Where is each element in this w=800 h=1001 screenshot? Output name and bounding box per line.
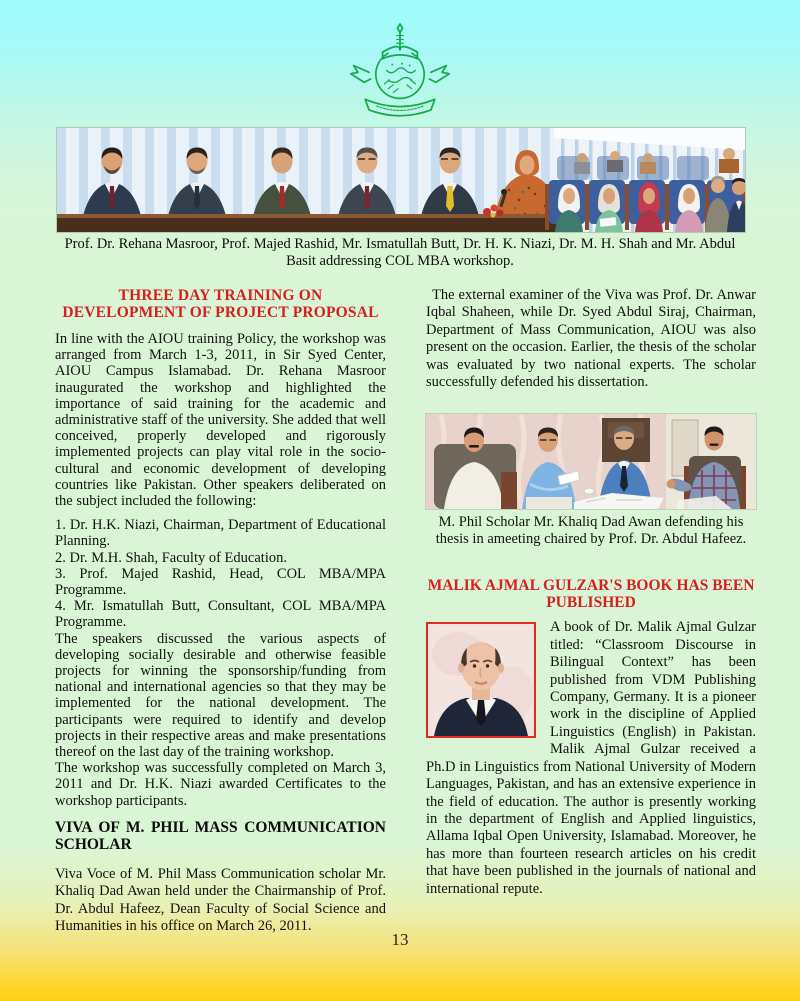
viva-heading: VIVA OF M. PHIL MASS COMMUNICATION SCHOLAR — [55, 818, 386, 854]
training-heading: THREE DAY TRAINING ON DEVELOPMENT OF PROJECT PROPOSAL — [62, 287, 379, 321]
left-column — [55, 287, 386, 936]
workshop-photo — [57, 128, 745, 232]
university-emblem-icon — [342, 22, 458, 123]
workshop-photo-illustration — [57, 128, 745, 232]
scholar-portrait — [426, 622, 536, 738]
book-paragraph: A book of Dr. Malik Ajmal Gulzar titled: “Classroom Discourse in Bilingual Context” has been published from VDM Publishing Company, Germany. It is a pioneer work in the discipline of Applied Linguistics (English) in Pakistan. Malik Ajmal Gulzar received a Ph.D in Linguistics from National University of Modern Languages, Pakistan, and has an extensive experience in the field of education. The author is presently working in the department of English and Applied linguistics, Allama Iqbal Open University, Islamabad. Moreover, he has more than fourteen research articles on his credit that have been published in the journals of national and international repute. — [426, 619, 756, 897]
right-column — [426, 287, 756, 898]
viva-paragraph: Viva Voce of M. Phil Mass Communication scholar Mr. Khaliq Dad Awan held under the Chairmanship of Prof. Dr. Abdul Hafeez, Dean Faculty of Social Science and Humanities in his office on March 26, 2011. — [55, 865, 386, 935]
book-paragraph-block — [426, 619, 756, 898]
thesis-photo-caption: M. Phil Scholar Mr. Khaliq Dad Awan defending his thesis in ameeting chaired by Prof. Dr. Abdul Hafeez. — [435, 514, 747, 547]
workshop-photo-caption: Prof. Dr. Rehana Masroor, Prof. Majed Rashid, Mr. Ismatullah Butt, Dr. H. K. Niazi, Dr. M. H. Shah and Mr. Abdul Basit addressing COL MBA workshop. — [64, 236, 736, 269]
book-heading: MALIK AJMAL GULZAR'S BOOK HAS BEEN PUBLISHED — [427, 577, 755, 612]
training-intro-paragraph: In line with the AIOU training Policy, the workshop was arranged from March 1-3, 2011, in Sir Syed Center, AIOU Campus Islamabad. Dr. Rehana Masroor inaugurated the workshop and highlighted the importance of said training for the academic and administrative staff of the university. She added that well conceived, properly developed and rigorously implemented projects can play vital role in the socio-cultural and economic development of developing countries like Pakistan. Other speakers deliberated on the subject included the following: — [55, 331, 387, 510]
speaker-item-4: 4. Mr. Ismatullah Butt, Consultant, COL MBA/MPA Programme. — [55, 598, 386, 631]
examiner-paragraph: The external examiner of the Viva was Prof. Dr. Anwar Iqbal Shaheen, while Dr. Syed Abdul Siraj, Chairman, Department of Mass Communication, AIOU was also present on the occasion. Earlier, the thesis of the scholar was evaluated by two national experts. The scholar successfully defended his dissertation. — [426, 287, 756, 391]
speaker-item-3: 3. Prof. Majed Rashid, Head, COL MBA/MPA Programme. — [55, 565, 386, 599]
thesis-photo-illustration — [426, 414, 756, 509]
speakers-discussion-paragraph: The speakers discussed the various aspects of developing socially desirable and otherwise feasible projects for winning the sponsorship/funding from national and international agencies so that they may be implemented for the national development. The participants were required to identify and develop projects in their respective areas and make presentations thereof on the last day of the training workshop. — [55, 630, 386, 761]
speaker-item-1: 1. Dr. H.K. Niazi, Chairman, Department of Educational Planning. — [55, 517, 386, 550]
speaker-item-2: 2. Dr. M.H. Shah, Faculty of Education. — [55, 549, 287, 566]
scholar-portrait-illustration — [428, 624, 534, 736]
speakers-list — [55, 517, 386, 630]
workshop-completion-paragraph: The workshop was successfully completed on March 3, 2011 and Dr. H.K. Niazi awarded Certificates to the workshop participants. — [55, 760, 386, 809]
thesis-defense-photo — [426, 414, 756, 509]
page-number: 13 — [391, 930, 409, 949]
aiou-logo — [342, 22, 458, 122]
